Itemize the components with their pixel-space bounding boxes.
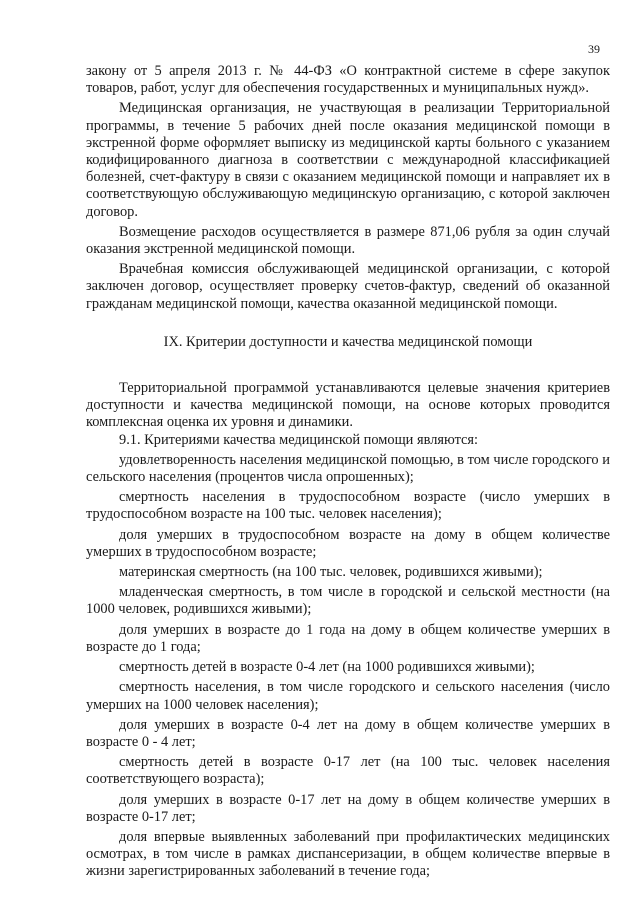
section-heading: IX. Критерии доступности и качества медицинской помощи [163, 333, 533, 350]
criteria-item: смертность населения в трудоспособном возрасте (число умерших в трудоспособном возрасте на 100 тыс. человек населения); [86, 489, 610, 523]
criteria-item: материнская смертность (на 100 тыс. человек, родившихся живыми); [119, 564, 543, 581]
paragraph: Территориальной программой устанавливаются целевые значения критериев доступности и качества медицинской помощи, на основе которых проводится комплексная оценка их уровня и динамики. [86, 380, 610, 431]
criteria-item: доля умерших в возрасте до 1 года на дому в общем количестве умерших в возрасте до 1 года; [86, 621, 610, 655]
paragraph: Медицинская организация, не участвующая в реализации Территориальной программы, в течение 5 рабочих дней после оказания медицинской помощи в экстренной форме оформляет выписку из медицинской карты больного с указанием кодифицированного диагноза в соответствии с международной классификацией болезней, счет-фактуру в связи с оказанием медицинской помощи и направляет их в соответствующую обслуживающую медицинскую организацию, с которой заключен договор. [86, 100, 610, 220]
criteria-item: доля впервые выявленных заболеваний при профилактических медицинских осмотрах, в том числе в рамках диспансеризации, в общем количестве впервые в жизни зарегистрированных заболеваний в течение года; [86, 828, 610, 880]
criteria-item: доля умерших в возрасте 0-4 лет на дому в общем количестве умерших в возрасте 0 - 4 лет; [86, 716, 610, 750]
paragraph: Возмещение расходов осуществляется в размере 871,06 рубля за один случай оказания экстренной медицинской помощи. [86, 223, 610, 258]
page-number: 39 [588, 42, 600, 56]
criteria-item: смертность населения, в том числе городского и сельского населения (число умерших на 1000 человек населения); [86, 679, 610, 713]
criteria-item: смертность детей в возрасте 0-4 лет (на 1000 родившихся живыми); [119, 659, 535, 676]
criteria-item: доля умерших в возрасте 0-17 лет на дому в общем количестве умерших в возрасте 0-17 лет; [86, 791, 610, 825]
paragraph: Врачебная комиссия обслуживающей медицинской организации, с которой заключен договор, осуществляет проверку счетов-фактур, сведений об оказанной гражданам медицинской помощи, качества оказанной медицинской помощи. [86, 261, 610, 312]
criteria-item: доля умерших в трудоспособном возрасте на дому в общем количестве умерших в трудоспособном возрасте; [86, 526, 610, 560]
paragraph: 9.1. Критериями качества медицинской помощи являются: [119, 431, 479, 448]
criteria-item: удовлетворенность населения медицинской помощью, в том числе городского и сельского населения (процентов числа опрошенных); [86, 451, 610, 486]
paragraph-continuation: закону от 5 апреля 2013 г. № 44-ФЗ «О контрактной системе в сфере закупок товаров, работ, услуг для обеспечения государственных и муниципальных нужд». [86, 63, 610, 97]
criteria-item: смертность детей в возрасте 0-17 лет (на 100 тыс. человек населения соответствующего возраста); [86, 754, 610, 788]
document-body [86, 63, 610, 881]
criteria-item: младенческая смертность, в том числе в городской и сельской местности (на 1000 человек, родившихся живыми); [86, 584, 610, 618]
